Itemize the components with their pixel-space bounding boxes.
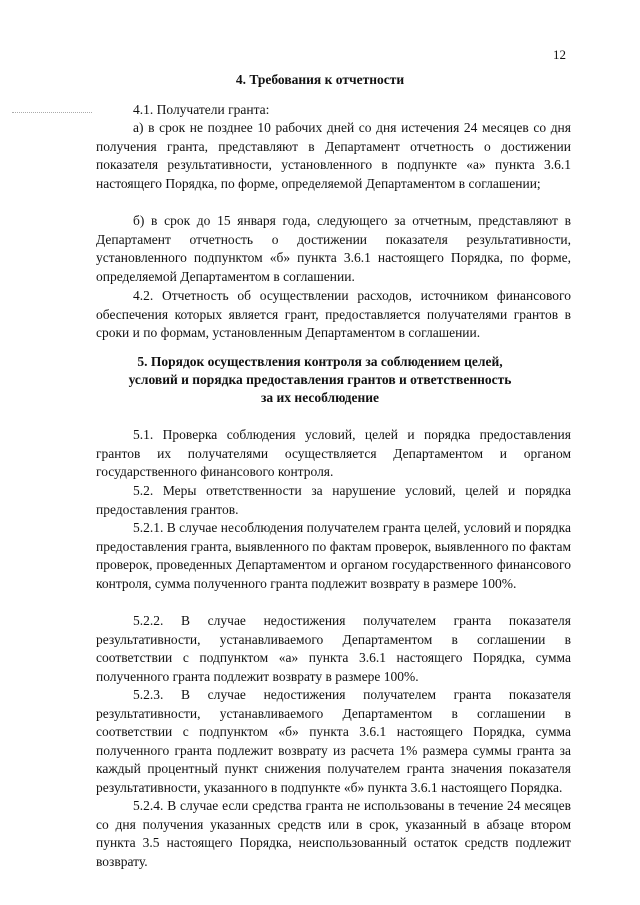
section-5-title-line2: условий и порядка предоставления грантов и ответственность [128,372,512,387]
paragraph-5-2-4: 5.2.4. В случае если средства гранта не использованы в течение 24 месяцев со дня получения указанных средств или в срок, указанный в абзаце втором пункта 3.5 настоящего Порядка, неиспользованный остаток средств подлежит возврату. [96,798,571,869]
page-number: 12 [553,47,566,62]
scan-artifact [12,112,92,115]
paragraph-5-2-3: 5.2.3. В случае недостижения получателем гранта показателя результативности, устанавливаемого Департаментом в соглашении в соответствии с подпунктом «б» пункта 3.6.1 настоящего Порядка, сумма полученного гранта подлежит возврату из расчета 1% размера суммы гранта за каждый процентный пункт снижения получателем гранта значения показателя результативности, указанного в подпункте «б» пункта 3.6.1 настоящего Порядка. [96,687,571,795]
paragraph-5-2-1: 5.2.1. В случае несоблюдения получателем гранта целей, условий и порядка предоставления гранта, выявленного по фактам проверок, выявленного по фактам проверок, проведенных Департаментом и органом государственного финансового контроля, сумма полученного гранта подлежит возврату в размере 100%. [96,520,571,591]
paragraph-5-2: 5.2. Меры ответственности за нарушение условий, целей и порядка предоставления грантов. [96,483,571,517]
section-4-title: 4. Требования к отчетности [235,72,405,87]
paragraph-5-1: 5.1. Проверка соблюдения условий, целей и порядка предоставления грантов их получателями осуществляется Департаментом и органом государственного финансового контроля. [96,427,571,479]
section-5-title-line3: за их несоблюдение [260,390,380,405]
paragraph-4-1-a: а) в срок не позднее 10 рабочих дней со дня истечения 24 месяцев со дня получения гранта, представляют в Департамент отчетность о достижении показателя результативности, установленного в подпункте «а» пункта 3.6.1 настоящего Порядка, по форме, определяемой Департаментом в соглашении; [96,120,571,191]
section-5-title-line1: 5. Порядок осуществления контроля за соблюдением целей, [137,354,503,369]
paragraph-5-2-2: 5.2.2. В случае недостижения получателем гранта показателя результативности, устанавливаемого Департаментом в соглашении в соответствии с подпунктом «а» пункта 3.6.1 настоящего Порядка, сумма полученного гранта подлежит возврату в размере 100%. [96,613,571,684]
section-5-title [0,353,640,407]
paragraph-4-2: 4.2. Отчетность об осуществлении расходов, источником финансового обеспечения которых является грант, предоставляется получателями грантов в сроки и по формам, установленным Департаментом в соглашении. [96,288,571,340]
paragraph-4-1: 4.1. Получатели гранта: [133,102,270,117]
paragraph-4-1-b: б) в срок до 15 января года, следующего за отчетным, представляют в Департамент отчетность о достижении показателя результативности, установленного подпунктом «б» пункта 3.6.1 настоящего Порядка, по форме, определяемой Департаментом в соглашении. [96,213,571,284]
